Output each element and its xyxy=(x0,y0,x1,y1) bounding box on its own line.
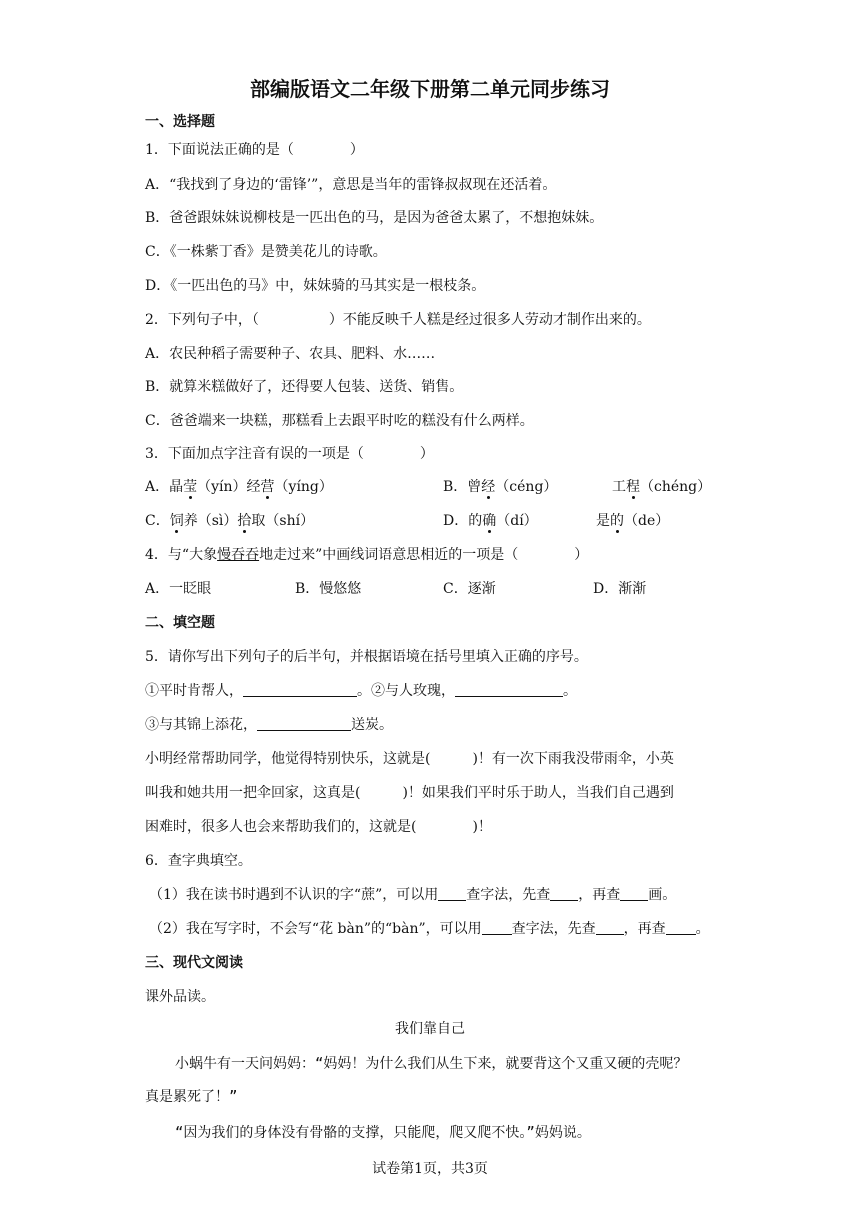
question-1-option-b: B．爸爸跟妹妹说柳枝是一匹出色的马，是因为爸爸太累了，不想抱妹妹。 xyxy=(145,210,604,226)
question-3-option-a: A．晶莹（yín）经营（yíng） xyxy=(145,479,333,495)
answer-blank[interactable] xyxy=(550,886,578,901)
question-5-paragraph-1: 小明经常帮助同学，他觉得特别快乐，这就是( )！有一次下雨我没带雨伞，小英 xyxy=(145,751,674,767)
question-5-line-1: ①平时肯帮人， 。②与人玫瑰， 。 xyxy=(145,683,577,699)
question-5-paragraph-2: 叫我和她共用一把伞回家，这真是( )！如果我们平时乐于助人，当我们自己遇到 xyxy=(145,785,674,801)
question-1-stem: 1．下面说法正确的是（ ） xyxy=(145,142,364,158)
question-1-option-a: A．“我找到了身边的‘雷锋’”，意思是当年的雷锋叔叔现在还活着。 xyxy=(145,177,557,193)
story-title: 我们靠自己 xyxy=(395,1021,465,1037)
emphasis-dot-char: 经 xyxy=(481,479,496,495)
question-5-line-2: ③与其锦上添花， 送炭。 xyxy=(145,717,393,733)
underlined-word: 慢吞吞 xyxy=(217,547,260,563)
question-3-option-d-second: 是的（de） xyxy=(596,513,670,529)
answer-blank[interactable] xyxy=(666,920,696,935)
reading-intro: 课外品读。 xyxy=(145,989,215,1005)
question-1-option-d: D．《一匹出色的马》中，妹妹骑的马其实是一根枝条。 xyxy=(145,278,486,294)
answer-blank[interactable] xyxy=(257,716,351,731)
question-5-stem: 5．请你写出下列句子的后半句，并根据语境在括号里填入正确的序号。 xyxy=(145,649,588,665)
question-3-option-c: C．饲养（sì）拾取（shí） xyxy=(145,513,315,529)
emphasis-dot-char: 程 xyxy=(626,479,640,495)
emphasis-dot-char: 的 xyxy=(610,513,624,529)
story-paragraph-1-cont: 真是累死了！” xyxy=(145,1089,238,1105)
page-footer: 试卷第1页，共3页 xyxy=(372,1161,488,1177)
answer-blank[interactable] xyxy=(243,682,357,697)
question-6-line-2: （2）我在写字时，不会写“花 bàn”的“bàn”，可以用 查字法，先查 ，再查 。 xyxy=(149,921,710,937)
question-2-option-a: A．农民种稻子需要种子、农具、肥料、水…… xyxy=(145,346,436,362)
question-6-stem: 6．查字典填空。 xyxy=(145,853,252,869)
question-4-option-c: C．逐渐 xyxy=(443,581,496,597)
answer-blank[interactable] xyxy=(620,886,648,901)
answer-blank[interactable] xyxy=(596,920,624,935)
section-heading-choice: 一、选择题 xyxy=(145,114,215,130)
question-3-option-b-second: 工程（chéng） xyxy=(612,479,712,495)
story-paragraph-2: “因为我们的身体没有骨骼的支撑，只能爬，爬又爬不快。”妈妈说。 xyxy=(175,1125,591,1141)
answer-blank[interactable] xyxy=(438,886,466,901)
answer-blank[interactable] xyxy=(455,682,563,697)
question-2-stem: 2．下列句子中，（ ）不能反映千人糕是经过很多人劳动才制作出来的。 xyxy=(145,312,651,328)
question-2-option-b: B．就算米糕做好了，还得要人包装、送货、销售。 xyxy=(145,379,464,395)
question-3-option-d: D．的确（dí） xyxy=(443,513,538,529)
story-paragraph-1: 小蜗牛有一天问妈妈：“妈妈！为什么我们从生下来，就要背这个又重又硬的壳呢？ xyxy=(175,1056,688,1072)
section-heading-reading: 三、现代文阅读 xyxy=(145,955,243,971)
emphasis-dot-char: 拾 xyxy=(237,513,252,529)
question-2-option-c: C．爸爸端来一块糕，那糕看上去跟平时吃的糕没有什么两样。 xyxy=(145,413,534,429)
question-4-option-d: D．渐渐 xyxy=(593,581,647,597)
emphasis-dot-char: 饲 xyxy=(169,513,184,529)
emphasis-dot-char: 确 xyxy=(482,513,497,529)
section-heading-fill: 二、填空题 xyxy=(145,615,215,631)
emphasis-dot-char: 莹 xyxy=(183,479,198,495)
question-4-stem: 4．与“大象慢吞吞地走过来”中画线词语意思相近的一项是（ ） xyxy=(145,547,589,563)
question-3-stem: 3．下面加点字注音有误的一项是（ ） xyxy=(145,446,434,462)
question-4-option-b: B．慢悠悠 xyxy=(295,581,362,597)
question-1-option-c: C．《一株紫丁香》是赞美花儿的诗歌。 xyxy=(145,244,387,260)
emphasis-dot-char: 营 xyxy=(260,479,275,495)
page-title: 部编版语文二年级下册第二单元同步练习 xyxy=(250,77,610,101)
question-5-paragraph-3: 困难时，很多人也会来帮助我们的，这就是( )！ xyxy=(145,819,492,835)
question-3-option-b: B．曾经（céng） xyxy=(443,479,558,495)
answer-blank[interactable] xyxy=(482,920,512,935)
question-6-line-1: （1）我在读书时遇到不认识的字“蔗”，可以用 查字法，先查 ，再查 画。 xyxy=(149,887,677,903)
question-4-option-a: A．一眨眼 xyxy=(145,581,212,597)
